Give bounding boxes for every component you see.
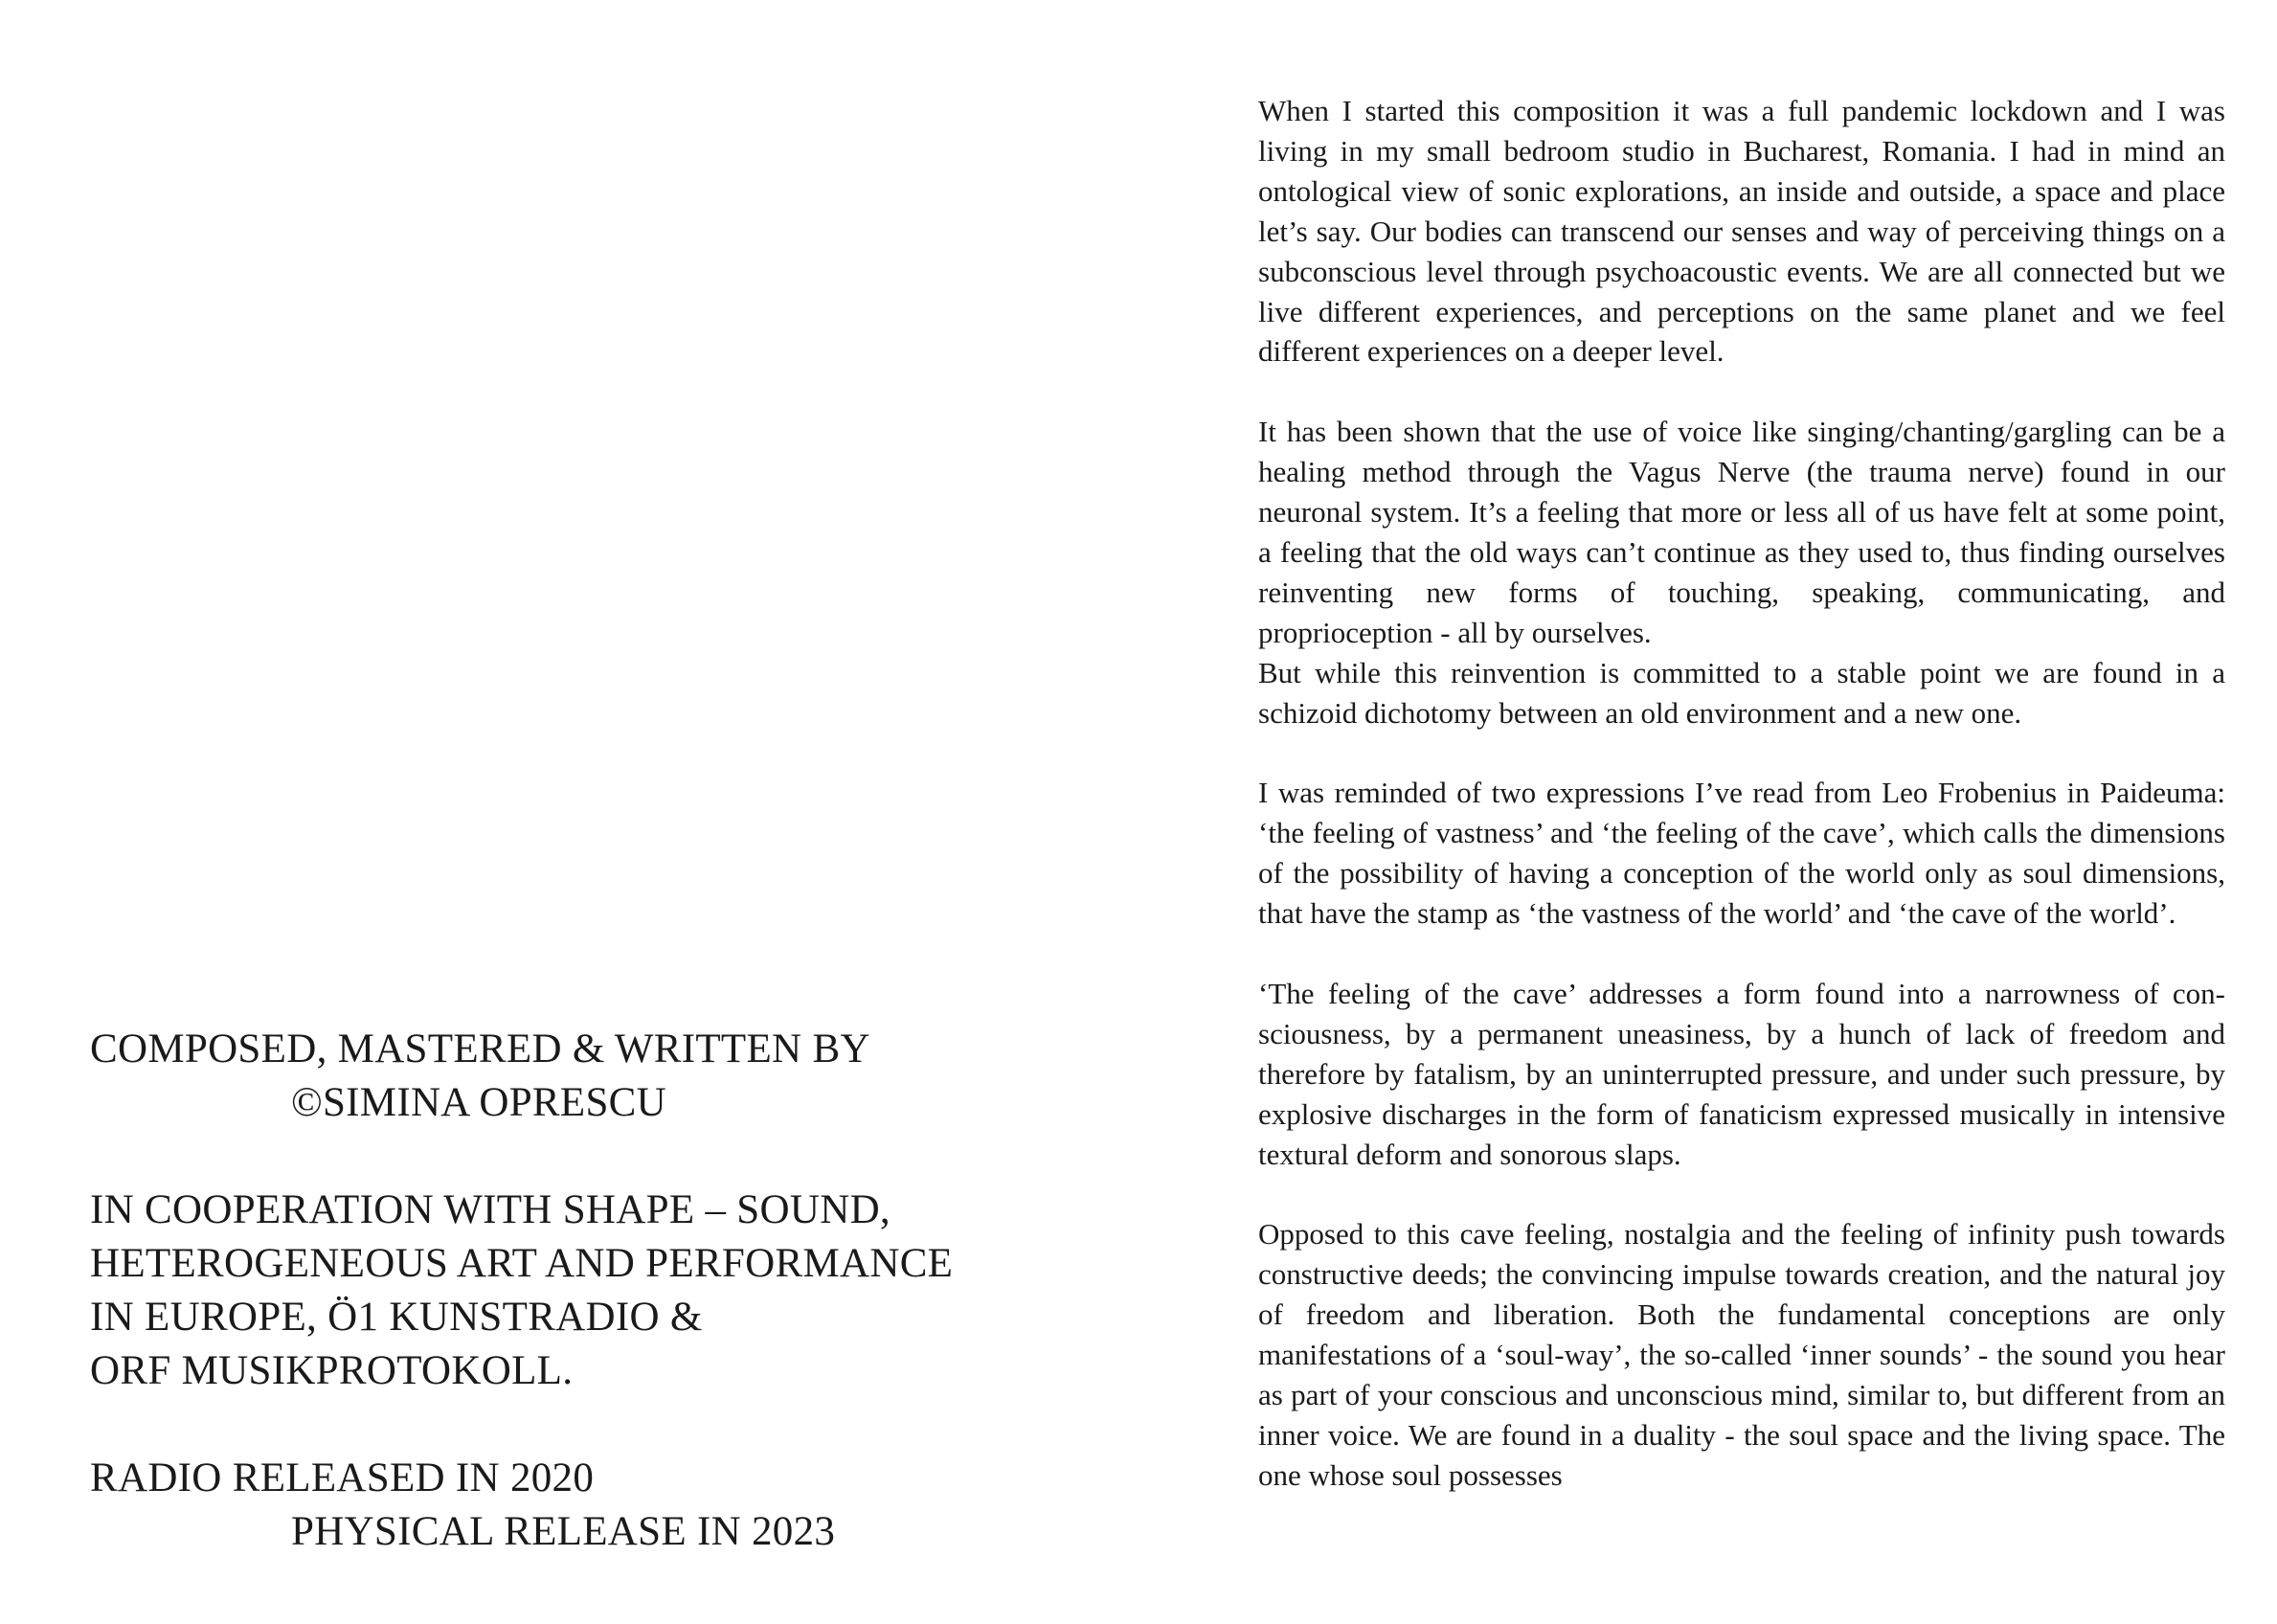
credits-line-author: ©SIMINA OPRESCU: [291, 1080, 667, 1125]
credits-block: [90, 1023, 1143, 1559]
essay-paragraph-1: When I started this composition it was a full pandemic lockdown and I was living in my small bedroom studio in Bucharest, Romania. I had in mind an ontological view of sonic explorations, an inside and outside, a space and place let’s say. Our bodies can transcend our senses and way of perceiving things on a subconscious level through psychoacoustic events. We are all connected but we live different experiences, and perceptions on the same planet and we feel different experiences on a deeper level.: [1258, 94, 2225, 369]
credits-line-composed: COMPOSED, MASTERED & WRITTEN BY: [90, 1026, 870, 1071]
credits-spacer: [90, 1398, 1143, 1452]
essay-paragraph-6: Opposed to this cave feeling, nostalgia and the feeling of infinity push towards constructive deeds; the convincing impulse towards creation, and the natural joy of freedom and liberation. Both the fundamental conceptions are only manifestations of a ‘soul-way’, the so-called ‘inner sounds’ - the sound you hear as part of your conscious and unconscious mind, similar to, but different from an inner voice. We are found in a duality - the soul space and the living space. The one whose soul possesses: [1258, 1217, 2225, 1492]
essay-paragraph-5: ‘The feeling of the cave’ addresses a form found into a narrowness of consciousness, by a permanent uneasiness, by a hunch of lack of freedom and therefore by fatalism, by an uninterrupted pressure, and under such pressure, by explosive discharges in the form of fanaticism expressed musically in intensive textural deform and sonorous slaps.: [1258, 976, 2225, 1171]
essay-column: [1258, 91, 2225, 1496]
credits-line-cooperation-1: IN COOPERATION WITH SHAPE – SOUND,: [90, 1187, 891, 1232]
essay-paragraph-2: It has been shown that the use of voice like singing/chanting/gargling can be a healing method through the Vagus Nerve (the trauma nerve) found in our neuronal system. It’s a feeling that more or less all of us have felt at some point, a feeling that the old ways can’t continue as they used to, thus finding ourselves reinventing new forms of touching, speaking, communicating, and proprioception - all by ourselves.: [1258, 415, 2225, 649]
essay-paragraph-4: I was reminded of two expressions I’ve read from Leo Frobenius in Paideuma: ‘the feeling of vastness’ and ‘the feeling of the cave’, which calls the dimensions of the possibility of having a conception of the world only as soul dimensions, that have the stamp as ‘the vastness of the world’ and ‘the cave of the world’.: [1258, 776, 2225, 931]
essay-paragraph-3: But while this reinvention is committed to a stable point we are found in a schizoid dichotomy between an old environment and a new one.: [1258, 655, 2225, 730]
credits-line-radio-release: RADIO RELEASED IN 2020: [90, 1455, 595, 1500]
credits-line-physical-release: PHYSICAL RELEASE IN 2023: [291, 1509, 836, 1554]
credits-line-cooperation-3: IN EUROPE, Ö1 KUNSTRADIO &: [90, 1295, 703, 1340]
credits-line-cooperation-4: ORF MUSIKPROTOKOLL.: [90, 1348, 574, 1393]
credits-line-cooperation-2: HETEROGENEOUS ART AND PERFORMANCE: [90, 1241, 954, 1286]
credits-spacer: [90, 1130, 1143, 1184]
